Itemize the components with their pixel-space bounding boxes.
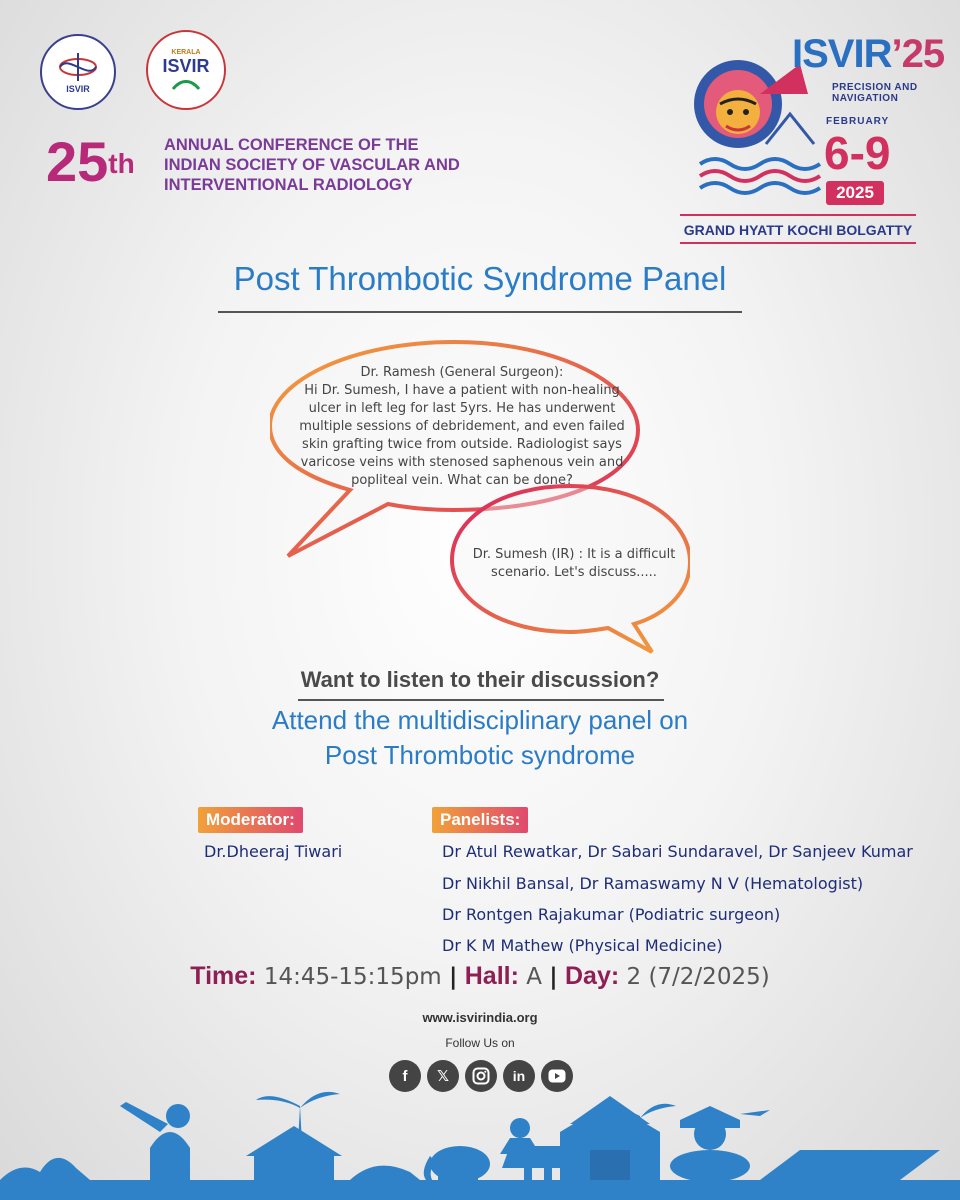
conference-line-1: ANNUAL CONFERENCE OF THE [164, 136, 419, 154]
brand-tagline: PRECISION AND NAVIGATION [832, 82, 918, 104]
brand-title [792, 32, 944, 77]
kerala-logo-title [162, 56, 209, 77]
page-title: Post Thrombotic Syndrome Panel [233, 260, 727, 297]
hall-value: A [526, 964, 542, 990]
edition-suffix: th [108, 148, 135, 179]
cta-question: Want to listen to their discussion? [300, 667, 660, 692]
hall-label: Hall: [464, 962, 519, 990]
brand-month: FEBRUARY [826, 116, 890, 127]
separator: | [449, 964, 458, 990]
time-label: Time: [190, 962, 257, 990]
brand-title-main: ISVIR [792, 32, 892, 76]
speaker-1-label: Dr. Ramesh (General Surgeon): [360, 365, 564, 380]
panelists-label: Panelists: [432, 807, 528, 833]
isvir-emblem-icon [56, 50, 100, 84]
cta-line-1: Attend the multidisciplinary panel on [271, 705, 689, 735]
bubble-2-text: Dr. Sumesh (IR) : It is a difficult scenario. Let's discuss..... [472, 547, 676, 580]
conference-edition [46, 130, 135, 193]
isvir-society-logo [40, 34, 116, 110]
palm-leaf-icon [171, 77, 201, 91]
moderator-label: Moderator: [198, 807, 303, 833]
panelist-line: Dr Nikhil Bansal, Dr Ramaswamy N V (Hematologist) [442, 874, 864, 893]
session-schedule [0, 962, 960, 991]
conference-line-2: INDIAN SOCIETY OF VASCULAR AND [164, 156, 460, 174]
brand-dates: 6-9 [824, 127, 891, 179]
panelist-line: Dr Rontgen Rajakumar (Podiatric surgeon) [442, 905, 781, 924]
conference-line-3: INTERVENTIONAL RADIOLOGY [164, 176, 413, 194]
kerala-logo-ir: IR [191, 56, 210, 76]
kerala-logo-isv: ISV [162, 56, 192, 76]
conference-full-name [164, 135, 460, 195]
brand-year: 2025 [826, 181, 884, 205]
facebook-icon[interactable]: f [389, 1060, 421, 1092]
cta-divider [298, 699, 664, 701]
time-value: 14:45-15:15pm [263, 964, 442, 990]
bubble-1-text [296, 364, 628, 490]
venue-banner: GRAND HYATT KOCHI BOLGATTY [680, 214, 916, 244]
kerala-isvir-logo [146, 30, 226, 110]
speaker-1-message: Hi Dr. Sumesh, I have a patient with non-healing ulcer in left leg for last 5yrs. He has underwent multiple sessions of debridement, and even failed skin grafting twice from outside. Radiologist says varicose veins with stenosed saphenous vein and popliteal vein. What can be done? [299, 383, 625, 488]
follow-us-label: Follow Us on [445, 1036, 515, 1050]
brand-title-year: ’25 [891, 32, 945, 76]
panelist-line: Dr Atul Rewatkar, Dr Sabari Sundaravel, Dr Sanjeev Kumar [442, 842, 913, 861]
title-divider [218, 311, 742, 313]
day-value: 2 (7/2/2025) [626, 964, 770, 990]
day-label: Day: [565, 962, 620, 990]
panelist-line: Dr K M Mathew (Physical Medicine) [442, 936, 723, 955]
cta-line-2: Post Thrombotic syndrome [324, 740, 636, 770]
kerala-skyline-illustration [0, 1076, 960, 1200]
isvir-logo-label: ISVIR [66, 84, 90, 94]
linkedin-icon[interactable]: in [503, 1060, 535, 1092]
kerala-logo-small: KERALA [171, 49, 201, 56]
separator: | [549, 964, 558, 990]
edition-number: 25 [46, 130, 109, 193]
moderator-name: Dr.Dheeraj Tiwari [204, 842, 343, 861]
website-link[interactable]: www.isvirindia.org [422, 1010, 538, 1025]
x-icon[interactable]: 𝕏 [427, 1060, 459, 1092]
